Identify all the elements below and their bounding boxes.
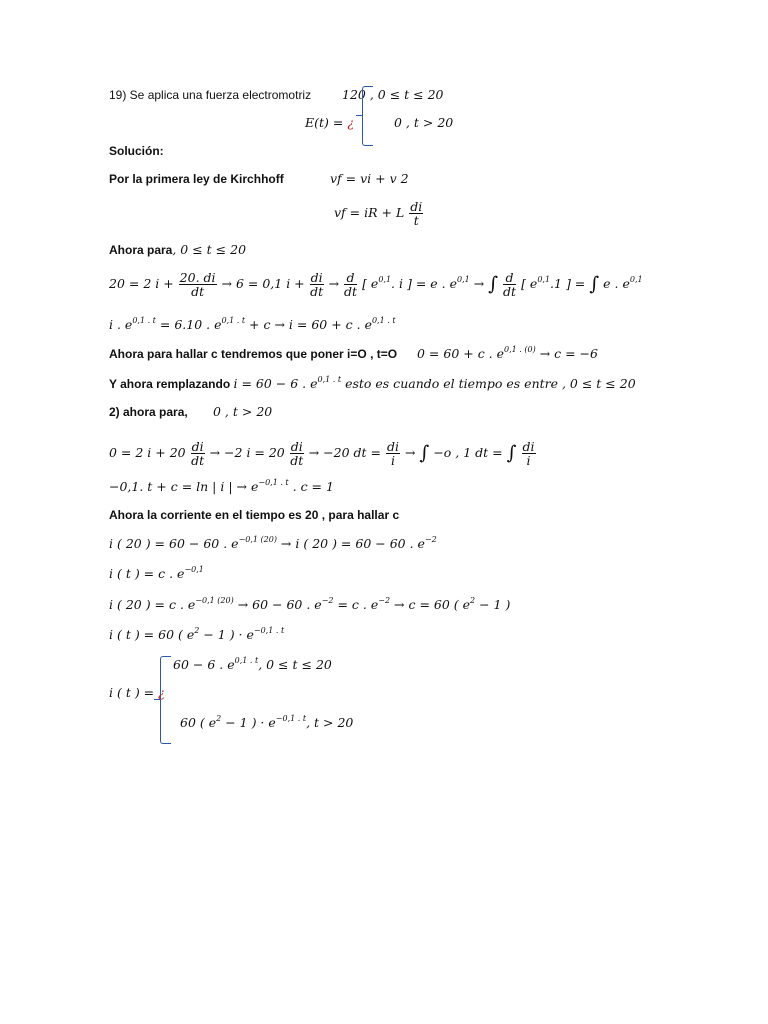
equation-line-6: i ( t ) = c . $e^{-0,1}$ [109,565,204,581]
replace-line: Y ahora remplazando i = 60 − 6 . $e^{0,1 . t}$ esto es cuando el tiempo es entre , 0 ≤ t ≤ 20 [109,375,636,391]
E-equation: E(t) = ¿ [305,115,355,130]
solution-label: Solución: [109,144,164,158]
final-lhs: i ( t ) = ¿ [109,685,165,700]
condition-case-2: 0 , t > 20 [394,115,454,130]
equation-line-3: 0 = 2 i + 20 $\frac{di}{dt}$ → −2 i = 20 $\frac{di}{dt}$ → −20 dt = $\frac{di}{i}$ → ∫ −o , 1 dt = ∫ $\frac{di}{i}$ [109,439,535,468]
equation-line-7: i ( 20 ) = c . $e^{-0,1 (20)} \to 60 - 60$ . $e^{-2} = c$ . $e^{-2} \to c = 60$ ( $e^2 - 1$ ) [109,596,511,612]
equation-line-4: −0,1. t + c = ln | i | → $e^{-0,1 . t}$ . c = 1 [109,478,334,494]
equation-line-8: i ( t ) = 60 ( $e^2 - 1$ ) · $e^{-0,1 . t}$ [109,626,285,642]
current-text: Ahora la corriente en el tiempo es 20 , para hallar c [109,508,400,522]
equation-line-5: i ( 20 ) = 60 − 60 . $e^{-0,1 (20)} \to i$ ( 20 ) = 60 − 60 . $e^{-2}$ [109,535,437,551]
equation-line-2: i . $e^{0,1 . t} = 6.10$ . $e^{0,1 . t} + c \to i = 60 + c$ . $e^{0,1 . t}$ [109,316,396,332]
piecewise-brace [362,86,373,146]
find-c-text: Ahora para hallar c tendremos que poner i=O , t=O [109,347,398,361]
ahora-para-line: Ahora para, 0 ≤ t ≤ 20 [109,242,247,257]
part2-label: 2) ahora para, [109,405,188,419]
kirchhoff-eq-2: vf = iR + L $\frac{di}{t}$ [334,199,423,228]
final-case-1: 60 − 6 . $e^{0,1 . t}$, 0 ≤ t ≤ 20 [173,656,332,672]
problem-statement: 19) Se aplica una fuerza electromotriz [109,88,312,102]
find-c-equation: 0 = 60 + c . $e^{0,1 . (0)} \to c = -6$ [417,345,598,361]
kirchhoff-text: Por la primera ley de Kirchhoff [109,172,284,186]
condition-case-1: 120 , 0 ≤ t ≤ 20 [342,87,444,102]
equation-line-1: 20 = 2 i + $\frac{20. di}{dt}$ → 6 = 0,1 i + $\frac{di}{dt}$ → $\frac{d}{dt}$ [ $e^{0,1}$. i ] = e . $e^{0,1}$ → ∫ $\frac{d}{dt}$ [ $e^{0,1}.1$ ] = ∫ e . $e^{0,1}$ [109,270,643,299]
final-case-2: 60 ( $e^2 - 1$ ) · $e^{-0,1 . t}$, t > 20 [180,714,354,730]
part2-range: 0 , t > 20 [213,404,273,419]
final-piecewise-brace [160,656,171,744]
kirchhoff-eq-1: vf = vi + v 2 [330,171,409,186]
